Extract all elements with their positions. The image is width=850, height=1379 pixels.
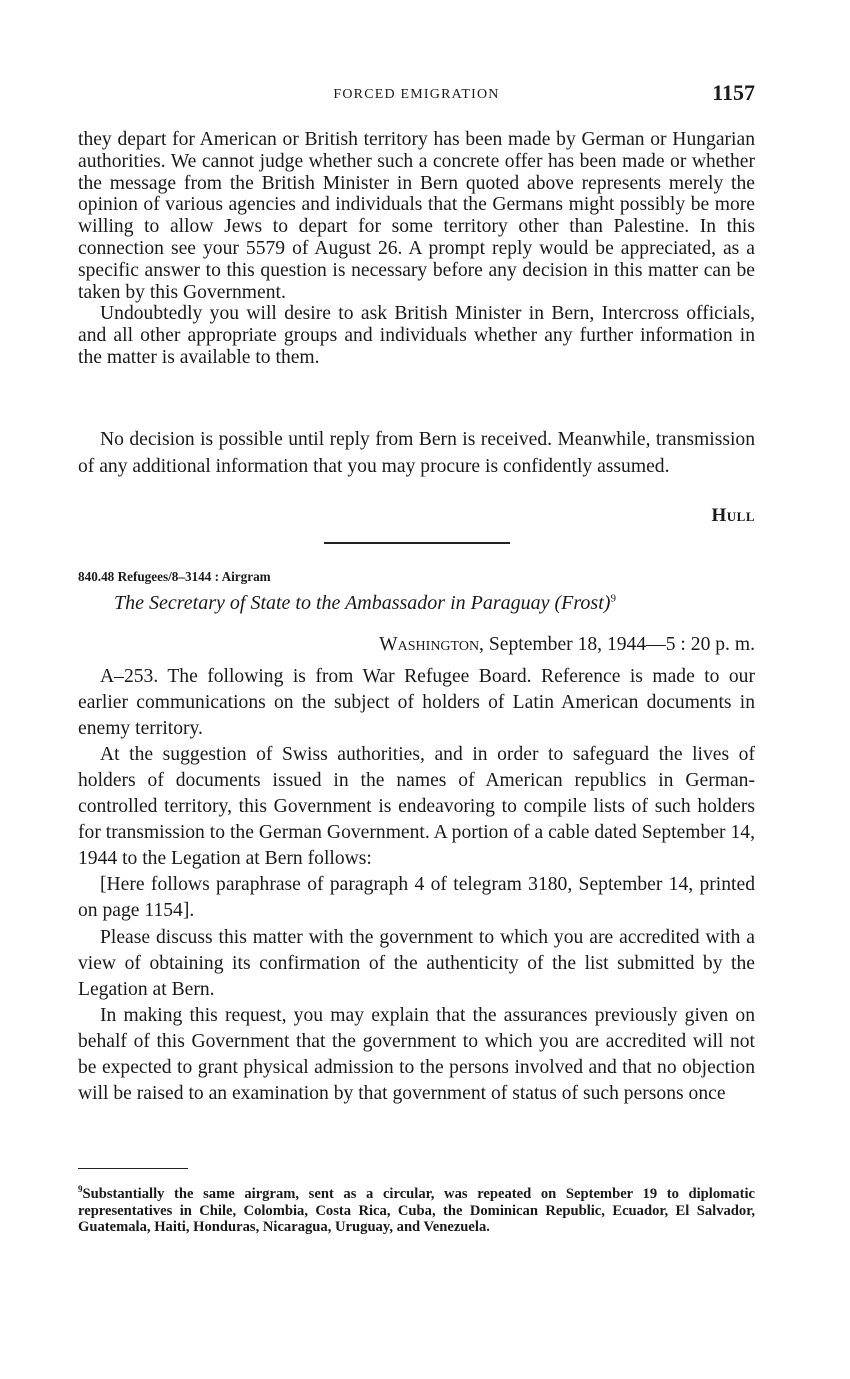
file-reference: 840.48 Refugees/8–3144 : Airgram xyxy=(78,569,271,584)
footnote-marker: 9 xyxy=(610,592,616,605)
section-divider xyxy=(324,542,510,544)
paragraph-intercross: Undoubtedly you will desire to ask British Minister in Bern, Intercross officials, and all other appropriate groups and individuals whether any further information in the matter is available to them. xyxy=(78,303,755,368)
paragraph: At the suggestion of Swiss authorities, and in order to safeguard the lives of holders of documents issued in the names of American republics in German-controlled territory, this Government is endeavoring to compile lists of such holders for transmission to the German Government. A portion of a cable dated September 14, 1944 to the Legation at Bern follows: xyxy=(78,744,755,869)
paragraph-no-decision: No decision is possible until reply from Bern is received. Meanwhile, transmission of any additional information that you may procure is confidently assumed. xyxy=(78,429,755,477)
page-number: 1157 xyxy=(712,80,755,105)
footnote-text: Substantially the same airgram, sent as a circular, was repeated on September 19 to diplomatic representatives in Chile, Colombia, Costa Rica, Cuba, the Dominican Republic, Ecuador, El Salvador, Guatemala, Haiti, Honduras, Nicaragua, Uruguay, and Venezuela. xyxy=(78,1185,755,1236)
dateline-place: Washington, xyxy=(379,634,484,655)
document-title-text: The Secretary of State to the Ambassador in Paraguay (Frost) xyxy=(114,592,611,614)
continued-text xyxy=(78,129,755,369)
running-title: FORCED EMIGRATION xyxy=(333,87,500,102)
dateline xyxy=(379,634,755,656)
closing-text xyxy=(78,426,755,480)
continued-paragraph: they depart for American or British territory has been made by German or Hungarian authorities. We cannot judge whether such a concrete offer has been made or whether the message from the British Minister in Bern quoted above represents merely the opinion of various agencies and individuals that the Germans might possibly be more willing to allow Jews to depart for some territory other than Palestine. In this connection see your 5579 of August 26. A prompt reply would be appreciated, as a specific answer to this question is necessary before any decision in this matter can be taken by this Government. xyxy=(78,129,755,303)
footnote-number: 9 xyxy=(78,1184,83,1194)
footnote-divider xyxy=(78,1168,188,1169)
dateline-date: September 18, 1944—5 : 20 p. m. xyxy=(488,634,755,655)
page-header xyxy=(78,80,755,110)
document-title xyxy=(114,592,616,615)
paragraph: A–253. The following is from War Refugee Board. Reference is made to our earlier communications on the subject of holders of Latin American documents in enemy territory. xyxy=(78,666,755,739)
signature: Hull xyxy=(711,505,755,526)
paragraph: [Here follows paraphrase of paragraph 4 of telegram 3180, September 14, printed on page 1154]. xyxy=(78,874,755,922)
footnote xyxy=(78,1181,755,1236)
paragraph: Please discuss this matter with the government to which you are accredited with a view of obtaining its confirmation of the authenticity of the list submitted by the Legation at Bern. xyxy=(78,926,755,1000)
document-body xyxy=(78,664,755,1108)
paragraph: In making this request, you may explain that the assurances previously given on behalf of this Government that the government to which you are accredited will not be expected to grant physical admission to the persons involved and that no objection will be raised to an examination by that government of status of such persons once xyxy=(78,1005,755,1104)
